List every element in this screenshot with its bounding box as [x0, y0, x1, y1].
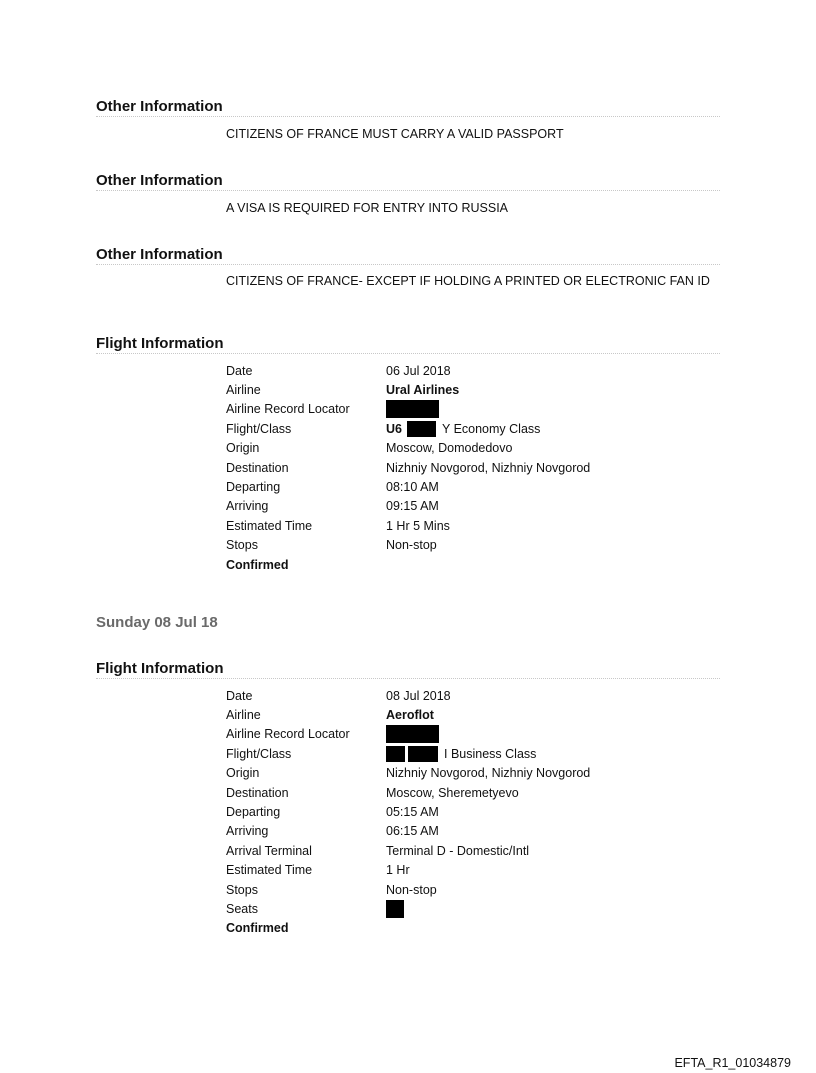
flight-row-airline	[226, 705, 706, 724]
label-origin: Origin	[226, 441, 260, 456]
value-date: 08 Jul 2018	[386, 688, 451, 703]
other-info-text-3: CITIZENS OF FRANCE- EXCEPT IF HOLDING A PRINTED OR ELECTRONIC FAN ID	[226, 274, 710, 288]
flight-row-airline	[226, 380, 706, 399]
label-destination: Destination	[226, 785, 289, 800]
flight-row-arrival-terminal	[226, 841, 706, 860]
flight-row-arriving	[226, 497, 706, 516]
status-confirmed: Confirmed	[226, 921, 289, 936]
other-info-text-1: CITIZENS OF FRANCE MUST CARRY A VALID PASSPORT	[226, 127, 564, 141]
label-date: Date	[226, 363, 253, 378]
flight-row-departing	[226, 477, 706, 496]
value-arriving: 09:15 AM	[386, 499, 439, 514]
value-seats	[386, 900, 706, 918]
label-locator: Airline Record Locator	[226, 727, 350, 742]
flight-row-status	[226, 919, 706, 938]
label-estimated: Estimated Time	[226, 863, 313, 878]
flight-row-stops	[226, 880, 706, 899]
flight-row-flight-class	[226, 744, 706, 763]
redaction-block	[408, 746, 438, 762]
value-departing: 08:10 AM	[386, 480, 439, 495]
value-origin: Nizhniy Novgorod, Nizhniy Novgorod	[386, 766, 591, 781]
value-origin: Moscow, Domodedovo	[386, 441, 513, 456]
other-info-heading-1: Other Information	[96, 98, 720, 117]
value-flight-class	[386, 421, 706, 437]
value-stops: Non-stop	[386, 882, 437, 897]
label-arrival-terminal: Arrival Terminal	[226, 843, 312, 858]
value-arrival-terminal: Terminal D - Domestic/Intl	[386, 843, 530, 858]
flight-details-1	[226, 361, 706, 574]
value-stops: Non-stop	[386, 538, 437, 553]
label-arriving: Arriving	[226, 499, 269, 514]
value-airline: Aeroflot	[386, 708, 434, 723]
label-date: Date	[226, 688, 253, 703]
day-heading: Sunday 08 Jul 18	[96, 614, 218, 631]
cabin-class: I Business Class	[444, 746, 537, 761]
label-airline: Airline	[226, 383, 261, 398]
label-stops: Stops	[226, 882, 258, 897]
label-destination: Destination	[226, 460, 289, 475]
label-departing: Departing	[226, 480, 281, 495]
value-locator	[386, 725, 706, 743]
value-arriving: 06:15 AM	[386, 824, 439, 839]
redaction-block	[386, 725, 439, 743]
flight-info-heading-1: Flight Information	[96, 335, 720, 354]
flight-row-seats	[226, 899, 706, 918]
value-date: 06 Jul 2018	[386, 363, 451, 378]
flight-row-estimated	[226, 861, 706, 880]
flight-row-status	[226, 555, 706, 574]
label-locator: Airline Record Locator	[226, 402, 350, 417]
label-airline: Airline	[226, 708, 261, 723]
flight-row-date	[226, 686, 706, 705]
redaction-block	[407, 421, 436, 437]
redaction-block	[386, 400, 439, 418]
label-estimated: Estimated Time	[226, 518, 313, 533]
flight-row-estimated	[226, 516, 706, 535]
other-info-text-2: A VISA IS REQUIRED FOR ENTRY INTO RUSSIA	[226, 201, 509, 215]
flight-row-destination	[226, 783, 706, 802]
label-seats: Seats	[226, 901, 258, 916]
label-departing: Departing	[226, 805, 281, 820]
flight-row-origin	[226, 439, 706, 458]
value-airline: Ural Airlines	[386, 383, 460, 398]
label-origin: Origin	[226, 766, 260, 781]
value-estimated: 1 Hr	[386, 863, 410, 878]
flight-row-date	[226, 361, 706, 380]
document-id: EFTA_R1_01034879	[674, 1056, 791, 1070]
value-flight-class	[386, 746, 706, 762]
value-estimated: 1 Hr 5 Mins	[386, 518, 450, 533]
flight-row-origin	[226, 764, 706, 783]
redaction-block	[386, 746, 405, 762]
flight-info-heading-2: Flight Information	[96, 660, 720, 679]
other-info-heading-2: Other Information	[96, 172, 720, 191]
flight-row-flight-class	[226, 419, 706, 438]
flight-row-stops	[226, 536, 706, 555]
flight-row-locator	[226, 400, 706, 419]
flight-row-locator	[226, 725, 706, 744]
status-confirmed: Confirmed	[226, 557, 289, 572]
redaction-block	[386, 900, 404, 918]
flight-row-departing	[226, 802, 706, 821]
cabin-class: Y Economy Class	[441, 421, 541, 436]
label-flight-class: Flight/Class	[226, 746, 292, 761]
label-arriving: Arriving	[226, 824, 269, 839]
value-destination: Nizhniy Novgorod, Nizhniy Novgorod	[386, 460, 591, 475]
value-locator	[386, 400, 706, 418]
flight-code: U6	[386, 421, 402, 436]
other-info-heading-3: Other Information	[96, 246, 720, 265]
label-flight-class: Flight/Class	[226, 421, 292, 436]
value-destination: Moscow, Sheremetyevo	[386, 785, 519, 800]
label-stops: Stops	[226, 538, 258, 553]
flight-row-arriving	[226, 822, 706, 841]
value-departing: 05:15 AM	[386, 805, 439, 820]
flight-row-destination	[226, 458, 706, 477]
flight-details-2	[226, 686, 706, 938]
